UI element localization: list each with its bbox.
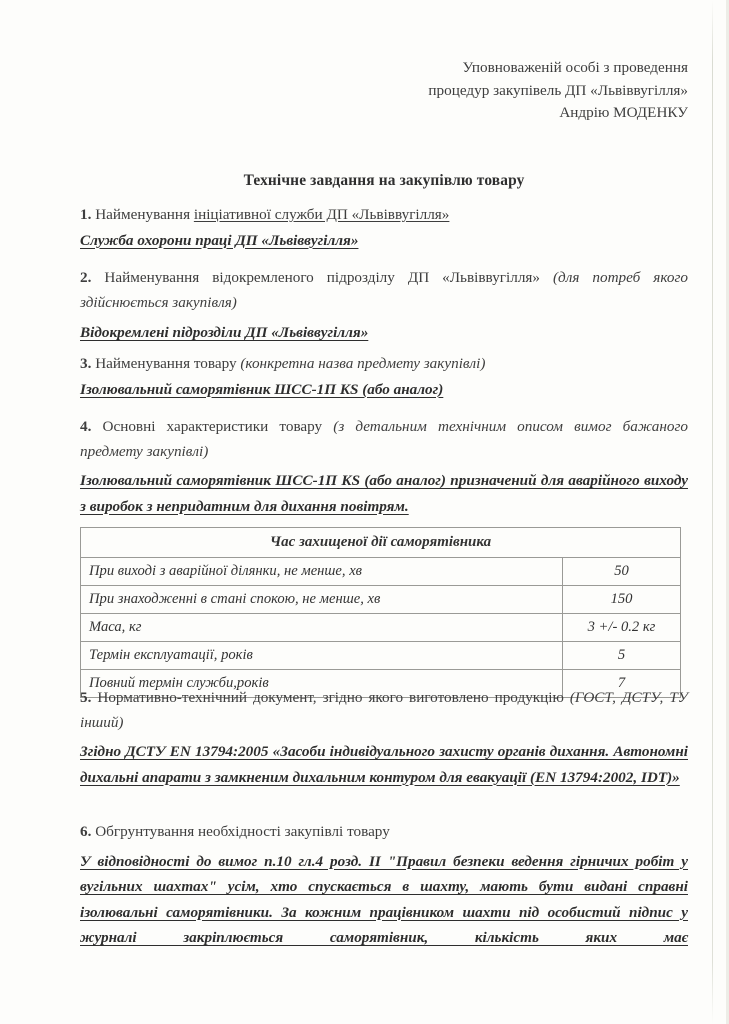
section-3-number: 3.	[80, 355, 92, 372]
section-2-question-text: Найменування відокремленого підрозділу ДП «Львіввугілля»	[104, 269, 553, 286]
scan-edge-line	[712, 0, 713, 1024]
section-4-question-hint: (з детальним технічним описом вимог бажаного предмету закупівлі)	[80, 418, 689, 460]
section-1	[80, 203, 688, 253]
spec-row-value: 50	[563, 558, 681, 586]
section-3-question	[80, 352, 688, 377]
section-1-question-underlined: ініціативної служби ДП «Львіввугілля»	[193, 206, 450, 223]
spec-row-label: При виході з аварійної ділянки, не менше, хв	[81, 558, 563, 586]
section-6-question	[80, 820, 688, 845]
addressee-line-1: Уповноваженій особі з проведення	[462, 59, 688, 76]
section-6-question-text: Обгрунтування необхідності закупівлі товару	[95, 823, 390, 840]
section-5-number: 5.	[80, 689, 92, 706]
section-5-question-text: Нормативно-технічний документ, згідно якого виготовлено продукцію	[97, 689, 570, 706]
spec-row-label: Повний термін служби,років	[81, 670, 563, 698]
section-4-question-text: Основні характеристики товару	[102, 418, 334, 435]
addressee-line-3: Андрію МОДЕНКУ	[559, 104, 688, 121]
table-header-row	[81, 528, 681, 558]
table-row	[81, 614, 681, 642]
section-6-number: 6.	[80, 823, 92, 840]
section-5-question-hint: (ГОСТ, ДСТУ, ТУ інший)	[80, 689, 688, 731]
addressee-block	[330, 57, 688, 125]
section-6	[80, 820, 688, 951]
addressee-line-2: процедур закупівель ДП «Львіввугілля»	[428, 81, 688, 99]
spec-row-value: 5	[563, 642, 681, 670]
section-6-answer: У відповідності до вимог п.10 гл.4 розд. ІІ "Правил безпеки ведення гірничих робіт у вугільних шахтах" усім, хто спускається в шахту, мають бути видані справні ізолювальні саморятівники. За кожним працівником шахти під особистий підпис у журналі закріплюється саморятівник, кількість яких має	[80, 852, 688, 946]
section-1-answer: Служба охорони праці ДП «Львіввугілля»	[80, 231, 359, 249]
spec-row-label: Маса, кг	[81, 614, 563, 642]
section-5-answer: Згідно ДСТУ EN 13794:2005 «Засоби індивідуального захисту органів дихання. Автономні дихальні апарати з замкненим дихальним контуром для евакуації (EN 13794:2002, IDT)»	[80, 743, 688, 786]
section-3-answer: Ізолювальний саморятівник ШСС-1П KS (або аналог)	[80, 380, 444, 398]
spec-row-label: Термін експлуатації, років	[81, 642, 563, 670]
table-row	[81, 642, 681, 670]
section-2-number: 2.	[80, 269, 92, 286]
section-4-answer: Ізолювальний саморятівник ШСС-1П KS (або аналог) призначений для аварійного виходу з виробок з непридатним для дихання повітрям.	[80, 472, 688, 515]
spec-table-header: Час захищеної дії саморятівника	[81, 528, 681, 558]
section-5-question	[80, 686, 688, 735]
section-2-question	[80, 266, 688, 315]
section-1-number: 1.	[80, 206, 92, 223]
spec-row-value: 150	[563, 586, 681, 614]
section-5	[80, 686, 688, 790]
section-3-question-hint: (конкретна назва предмету закупівлі)	[240, 355, 486, 372]
section-1-question-text: Найменування	[95, 206, 194, 223]
section-2-question-hint: (для потреб якого здійснюється закупівля)	[80, 269, 688, 311]
section-2-answer: Відокремлені підрозділи ДП «Львіввугілля»	[80, 324, 369, 341]
spec-table	[80, 527, 681, 698]
section-4-question	[80, 415, 688, 464]
spec-row-value: 7	[563, 670, 681, 698]
table-row	[81, 558, 681, 586]
spec-row-value: 3 +/- 0.2 кг	[563, 614, 681, 642]
section-1-question	[80, 203, 688, 228]
section-3-question-text: Найменування товару	[95, 355, 241, 372]
section-2	[80, 266, 688, 346]
spec-row-label: При знаходженні в стані спокою, не менше, хв	[81, 586, 563, 614]
spec-table-wrap	[80, 527, 680, 698]
section-3	[80, 352, 688, 402]
page-title: Технічне завдання на закупівлю товару	[243, 172, 525, 189]
table-row	[81, 586, 681, 614]
section-4-number: 4.	[80, 418, 92, 435]
section-4	[80, 415, 688, 519]
